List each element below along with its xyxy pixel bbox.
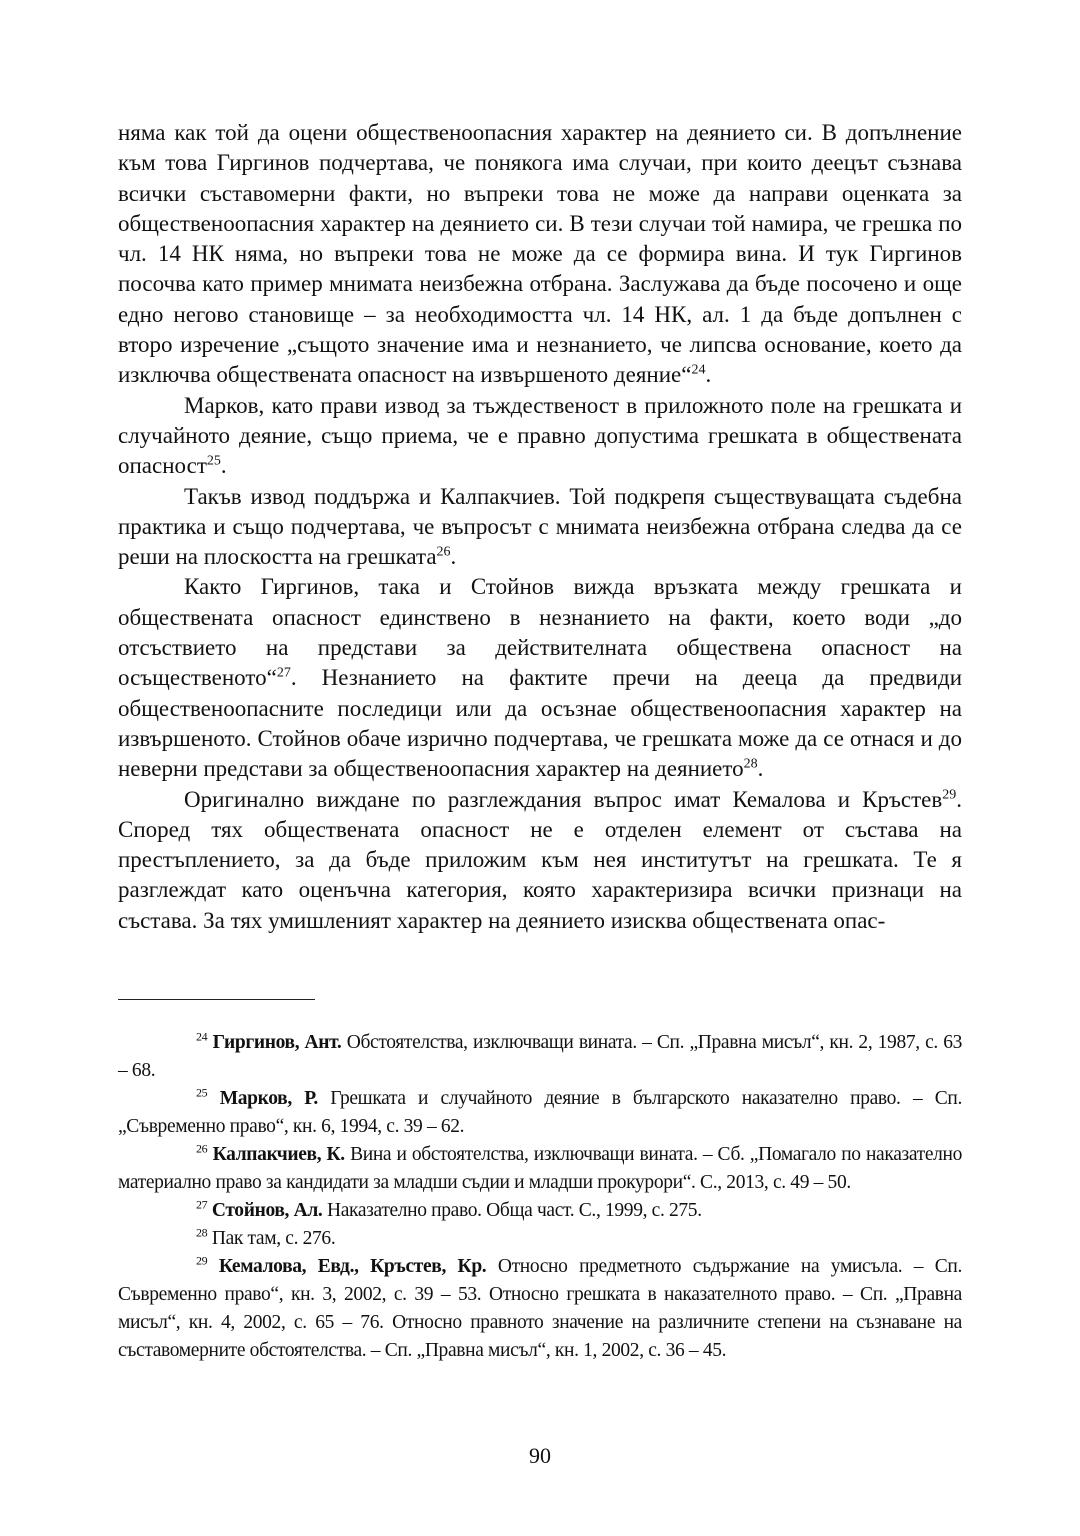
page-number: 90 — [529, 1443, 551, 1468]
footnote-author: Гиргинов, Ант. — [212, 1032, 342, 1053]
footnote-25: $^{25}$ Марков, Р. Грешката и случайното деяние в българското наказателно право. – Сп. „Съвременно право“, кн. 6, 1994, с. 39 – 62. — [118, 1085, 962, 1137]
footnote-29: $^{29}$ Кемалова, Евд., Кръстев, Кр. Относно предметното съдържание на умисъла. – Сп. Съвременно право“, кн. 3, 2002, с. 39 – 53. Относно грешката в наказателното право. – Сп. „Правна мисъл“, кн. 4, 2002, с. 65 – 76. Относно правното значение на различните степени на съзнаване на съставомерните обстоятелства. – Сп. „Правна мисъл“, кн. 1, 2002, с. 36 – 45. — [118, 1253, 962, 1361]
paragraph-1: няма как той да оцени общественоопасния характер на деянието си. В допълнение към това Гиргинов подчертава, че понякога има случаи, при които деецът съзнава всички съставомерни факти, но въпреки това не може да направи оценката за общественоопасния характер на деянието си. В тези случаи той намира, че грешка по чл. 14 НК няма, но въпреки това не може да се формира вина. И тук Гиргинов посочва като пример мнимата неизбежна отбрана. Заслужава да бъде посочено и още едно негово становище – за необходимостта чл. 14 НК, ал. 1 да бъде допълнен с второ изречение „същото значение има и незнанието, че липсва основание, което да изключва обществената опасност на извършеното деяние“$^{24}$. — [118, 120, 962, 388]
footnote-ref-29[interactable]: 29 — [942, 786, 957, 802]
footnote-author: Стойнов, Ал. — [211, 1200, 323, 1221]
footnote-ref-27[interactable]: 27 — [276, 665, 291, 681]
footnote-28: $^{28}$ Пак там, с. 276. — [196, 1225, 336, 1249]
footnote-ref-25[interactable]: 25 — [206, 453, 221, 469]
footnote-27: $^{27}$ Стойнов, Ал. Наказателно право. Обща част. С., 1999, с. 275. — [196, 1197, 702, 1221]
footnote-24: $^{24}$ Гиргинов, Ант. Обстоятелства, изключващи вината. – Сп. „Правна мисъл“, кн. 2, 1987, с. 63 – 68. — [118, 1029, 963, 1081]
footnote-ref-28[interactable]: 28 — [743, 756, 758, 772]
footnote-author: Калпакчиев, К. — [212, 1144, 345, 1165]
paragraph-2: Марков, като прави извод за тъждественост в приложното поле на грешката и случайното деяние, също приема, че е правно допустима грешката в обществената опасност$^{25}$. — [118, 392, 962, 479]
footnote-author: Кемалова, Евд., Кръстев, Кр. — [218, 1256, 487, 1277]
footnotes — [118, 1029, 962, 1365]
main-text — [118, 118, 962, 936]
footnote-26: $^{26}$ Калпакчиев, К. Вина и обстоятелства, изключващи вината. – Сб. „Помагало по наказателно материално право за кандидати за младши съдии и младши прокурори“. С., 2013, с. 49 – 50. — [118, 1141, 962, 1193]
footnote-separator — [118, 999, 315, 1000]
paragraph-5: Оригинално виждане по разглеждания въпрос имат Кемалова и Кръстев$^{29}$. Според тях обществената опасност не е отделен елемент от състава на престъплението, за да бъде приложим към нея институтът на грешката. Те я разглеждат като оценъчна категория, която характеризира всички признаци на състава. За тях умишленият характер на деянието изисква обществената опас- — [118, 786, 962, 933]
footnote-ref-24[interactable]: 24 — [691, 362, 706, 378]
footnote-ref-26[interactable]: 26 — [436, 544, 451, 560]
paragraph-3: Такъв извод поддържа и Калпакчиев. Той подкрепя съществуващата съдебна практика и също подчертава, че въпросът с мнимата неизбежна отбрана следва да се реши на плоскостта на грешката$^{26}$. — [118, 483, 962, 570]
paragraph-4: Както Гиргинов, така и Стойнов вижда връзката между грешката и обществената опасност единствено в незнанието на факти, което води „до отсъствието на представи за действителната обществена опасност на осъщественото“$^{27}$. Незнанието на фактите пречи на дееца да предвиди общественоопасните последици или да осъзнае общественоопасния характер на извършеното. Стойнов обаче изрично подчертава, че грешката може да се отнася и до неверни представи за общественоопасния характер на деянието$^{28}$. — [118, 574, 962, 782]
footnote-author: Марков, Р. — [219, 1088, 318, 1109]
